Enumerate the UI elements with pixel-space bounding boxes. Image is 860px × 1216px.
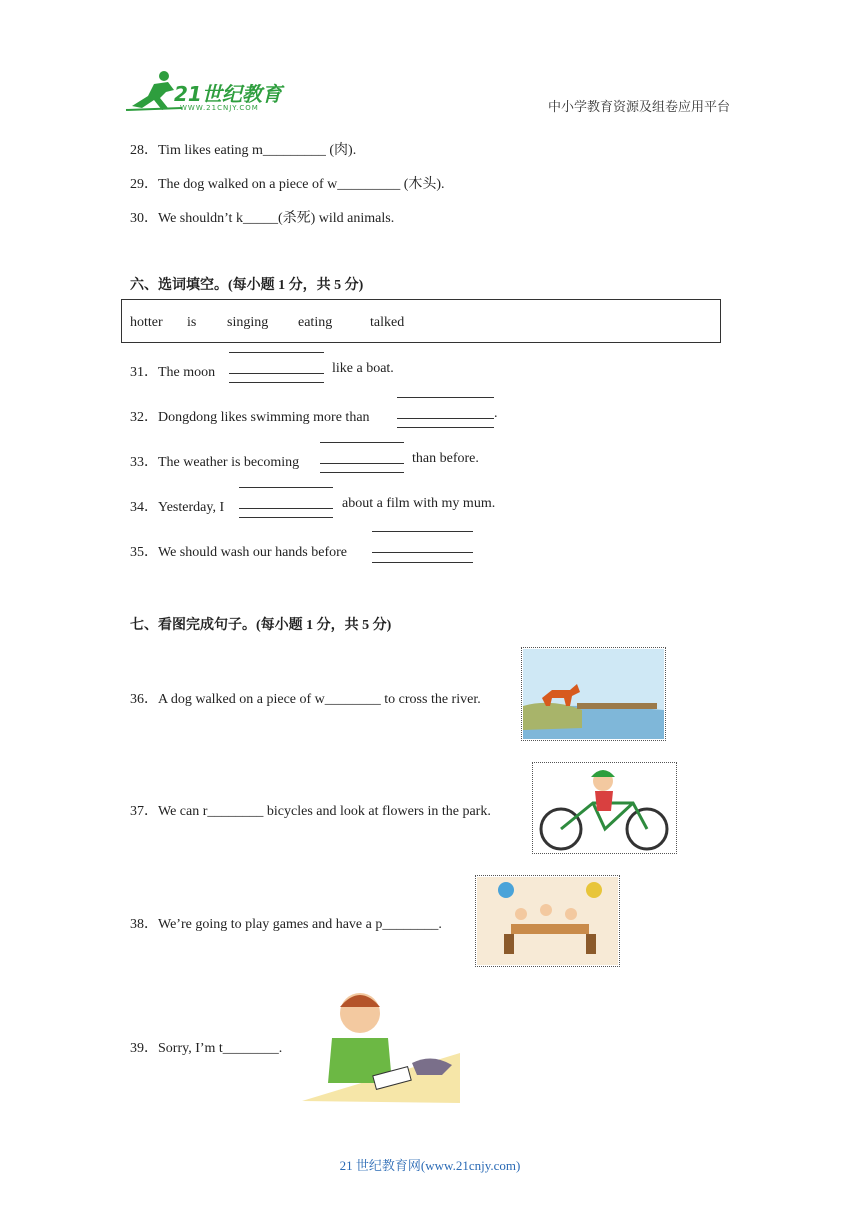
party-picture (475, 875, 620, 967)
question-28: 28．Tim likes eating m_________ (肉). (130, 143, 357, 158)
dog-river-picture (521, 647, 666, 741)
question-31-end: like a boat. (332, 361, 394, 376)
word-option: hotter (130, 315, 163, 330)
bicycle-picture (532, 762, 677, 854)
question-29: 29．The dog walked on a piece of w_________ (木头). (130, 177, 445, 192)
tired-boy-picture (302, 983, 460, 1103)
question-37: 37．We can r________ bicycles and look at flowers in the park. (130, 804, 491, 819)
question-32: 32．Dongdong likes swimming more than (130, 410, 370, 425)
footer-link[interactable]: 21 世纪教育网(www.21cnjy.com) (339, 1158, 521, 1173)
word-bank (121, 299, 721, 343)
question-35: 35．We should wash our hands before (130, 545, 347, 560)
question-34-end: about a film with my mum. (342, 496, 496, 511)
word-option: talked (370, 315, 405, 330)
logo-text: 21世纪教育 (174, 82, 282, 106)
section-7-title: 七、看图完成句子。(每小题 1 分，共 5 分) (130, 618, 392, 633)
section-6-title: 六、选词填空。(每小题 1 分，共 5 分) (130, 278, 364, 293)
question-34: 34．Yesterday, I (130, 500, 225, 515)
question-30: 30．We shouldn’t k_____(杀死) wild animals. (130, 211, 395, 226)
word-option: singing (227, 315, 269, 330)
word-option: is (187, 315, 197, 330)
logo-url: WWW.21CNJY.COM (180, 104, 259, 112)
word-option: eating (298, 315, 333, 330)
question-39: 39．Sorry, I’m t________. (130, 1041, 283, 1056)
question-36: 36．A dog walked on a piece of w________ to cross the river. (130, 692, 481, 707)
question-31: 31．The moon (130, 365, 216, 380)
site-logo (122, 68, 292, 116)
question-38: 38．We’re going to play games and have a p________. (130, 917, 442, 932)
question-32-end: . (494, 406, 498, 421)
platform-title: 中小学教育资源及组卷应用平台 (547, 99, 730, 114)
question-33-end: than before. (412, 451, 479, 466)
question-33: 33．The weather is becoming (130, 455, 300, 470)
